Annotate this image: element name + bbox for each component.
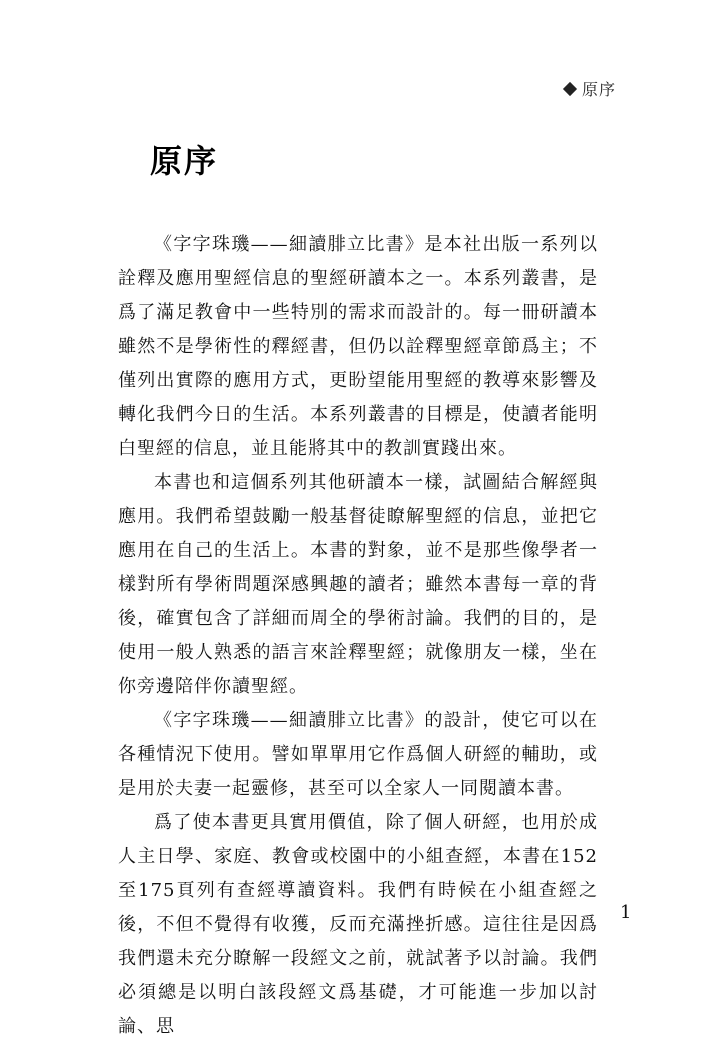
paragraph-4: 爲了使本書更具實用價值，除了個人研經，也用於成人主日學、家庭、教會或校園中的小組查經，本書在152至175頁列有查經導讀資料。我們有時候在小組查經之後，不但不覺得有收獲，反而充滿挫折感。這往往是因爲我們還未充分瞭解一段經文之前，就試著予以討論。我們必須總是以明白該段經文爲基礎，才可能進一步加以討論、思: [118, 812, 598, 1037]
page-number: 1: [620, 902, 632, 923]
body-text: [118, 228, 598, 1044]
page-title: 原序: [150, 142, 219, 180]
diamond-icon: [563, 81, 577, 95]
running-header-label: 原序: [581, 80, 616, 99]
paragraph-3: 《字字珠璣——細讀腓立比書》的設計，使它可以在各種情況下使用。譬如單單用它作爲個人研經的輔助，或是用於夫妻一起靈修，甚至可以全家人一同閱讀本書。: [118, 710, 598, 799]
running-header: [565, 77, 616, 100]
paragraph-2: 本書也和這個系列其他研讀本一樣，試圖結合解經與應用。我們希望鼓勵一般基督徒瞭解聖經的信息，並把它應用在自己的生活上。本書的對象，並不是那些像學者一樣對所有學術問題深感興趣的讀者；雖然本書每一章的背後，確實包含了詳細而周全的學術討論。我們的目的，是使用一般人熟悉的語言來詮釋聖經；就像朋友一樣，坐在你旁邊陪伴你讀聖經。: [118, 472, 598, 697]
paragraph-1: 《字字珠璣——細讀腓立比書》是本社出版一系列以詮釋及應用聖經信息的聖經研讀本之一。本系列叢書，是爲了滿足教會中一些特別的需求而設計的。每一冊研讀本雖然不是學術性的釋經書，但仍以詮釋聖經章節爲主；不僅列出實際的應用方式，更盼望能用聖經的教導來影響及轉化我們今日的生活。本系列叢書的目標是，使讀者能明白聖經的信息，並且能將其中的教訓實踐出來。: [118, 234, 598, 459]
